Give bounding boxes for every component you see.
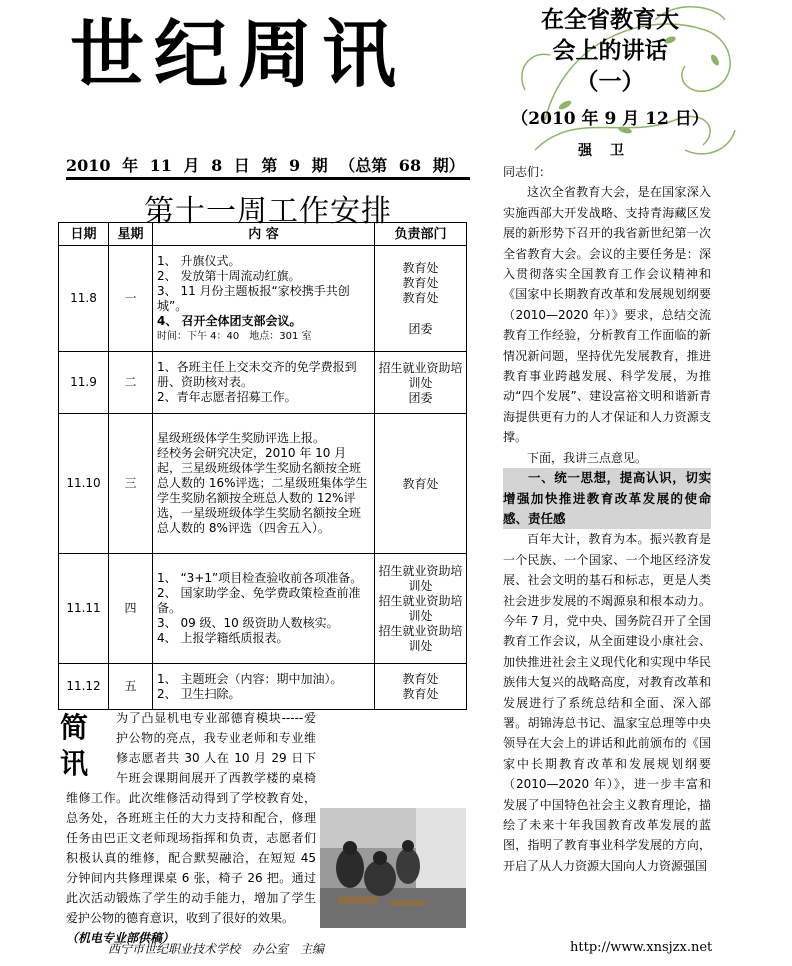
header-date: 日期 <box>59 223 109 246</box>
speech-article-body <box>503 162 711 932</box>
issue-info-line <box>66 153 470 180</box>
table-row <box>59 246 467 352</box>
department-label: 招生就业资助培训处 <box>378 564 463 593</box>
department-label: 教育处 <box>402 687 439 701</box>
table-row <box>59 554 467 664</box>
editorial-unit: 西宁市世纪职业技术学校 办公室 主编 <box>108 942 325 956</box>
row-department <box>375 554 467 664</box>
row-weekday: 三 <box>109 414 153 554</box>
schedule-item: 3、 09 级、10 级资助人数核实。 <box>157 616 339 630</box>
department-label: 招生就业资助培训处 <box>378 594 463 623</box>
row-weekday: 四 <box>109 554 153 664</box>
brief-news-heading: 简讯 <box>60 711 91 780</box>
row-date: 11.10 <box>59 414 109 554</box>
row-date: 11.12 <box>59 664 109 710</box>
row-date: 11.8 <box>59 246 109 352</box>
brief-news-credit: （机电专业部供稿） <box>66 931 175 945</box>
row-content <box>153 352 375 414</box>
table-row <box>59 664 467 710</box>
schedule-item: 1、各班主任上交未交齐的免学费报到册、资助核对表。 <box>157 360 357 389</box>
header-department: 负责部门 <box>375 223 467 246</box>
schedule-item: 2、 卫生扫除。 <box>157 686 241 701</box>
row-content <box>153 414 375 554</box>
schedule-item: 4、 召开全体团支部会议。 <box>157 313 302 328</box>
speech-title-line: 在全省教育大 <box>541 6 679 33</box>
schedule-item: 1、 主题班会（内容：期中加油）。 <box>157 671 343 686</box>
department-label: 教育处 <box>402 672 439 686</box>
row-weekday: 五 <box>109 664 153 710</box>
issue-total: （总第 68 期） <box>339 156 465 175</box>
row-content <box>153 246 375 352</box>
schedule-item: 经校务会研究决定，2010 年 10 月起，三星级班级体学生奖励名额按全班总人数的 16%评选；二星级班集体学生学生奖励名额按全班总人数的 12%评选，一星级班级体学生奖励名额按全班总人数的 8%评选（四舍五入）。 <box>157 446 368 535</box>
schedule-item: 2、青年志愿者招募工作。 <box>157 390 297 404</box>
row-weekday: 一 <box>109 246 153 352</box>
students-repairing-desks-photo <box>320 808 466 928</box>
schedule-item: 星级班级体学生奖励评选上报。 <box>157 431 326 445</box>
department-label: 教育处 <box>402 261 439 275</box>
newspaper-masthead: 世纪周讯 <box>70 12 406 98</box>
speech-date: （2010 年 9 月 12 日） <box>511 109 709 129</box>
schedule-item: 2、 发放第十周流动红旗。 <box>157 268 301 283</box>
row-content <box>153 554 375 664</box>
row-department <box>375 246 467 352</box>
row-weekday: 二 <box>109 352 153 414</box>
schedule-item: 2、 国家助学金、免学费政策检查前准备。 <box>157 586 361 615</box>
issue-date: 2010 年 11 月 8 日 <box>66 156 250 175</box>
schedule-item: 1、 “3+1”项目检查验收前各项准备。 <box>157 571 363 585</box>
department-label: 团委 <box>408 390 433 405</box>
issue-number: 第 9 期 <box>261 156 328 175</box>
speech-title <box>510 4 710 97</box>
table-header-row <box>59 223 467 246</box>
schedule-item-note: 时间：下午 4：40 地点：301 室 <box>157 330 312 342</box>
speech-salutation: 同志们： <box>503 165 552 179</box>
row-department <box>375 414 467 554</box>
schedule-item: 4、 上报学籍纸质报表。 <box>157 631 289 645</box>
header-content: 内 容 <box>153 223 375 246</box>
department-label: 招生就业资助培训处 <box>378 624 463 653</box>
department-label: 教育处 <box>402 476 439 491</box>
row-department <box>375 352 467 414</box>
row-content <box>153 664 375 710</box>
table-row <box>59 352 467 414</box>
department-label: 招生就业资助培训处 <box>378 360 463 390</box>
speech-author: 强卫 <box>578 143 642 159</box>
schedule-title: 第十一周工作安排 <box>144 194 392 229</box>
header-weekday: 星期 <box>109 223 153 246</box>
brief-news-body: 为了凸显机电专业部德育模块-----爱护公物的亮点，我专业老师和专业维修志愿者共 30 人在 10 月 29 日下午班会课期间展开了西教学楼的桌椅维修工作。此次维修活动得到了学校教育处，总务处，各班班主任的大力支持和配合，修理任务由巴正文老师现场指挥和负责，志愿者们积极认真的维修，配合默契融洽，在短短 45 分钟间内共修理课桌 6 张，椅子 26 把。通过此次活动锻炼了学生的动手能力，增加了学生爱护公物的德育意识，收到了很好的效果。 <box>66 711 316 925</box>
speech-paragraph: 下面，我讲三点意见。 <box>527 450 648 465</box>
table-row <box>59 414 467 554</box>
schedule-item: 3、 11 月份主题板报“家校携手共创城”。 <box>157 283 350 313</box>
speech-paragraph: 百年大计，教育为本。振兴教育是一个民族、一个国家、一个地区经济发展、社会文明的基石和标志，更是人类社会进步发展的不竭源泉和根本动力。今年 7 月，党中央、国务院召开了全国教育工作会议，从全面建设小康社会、加快推进社会主义现代化和实现中华民族伟大复兴的战略高度，对教育改革和发展进行了系统总结和全面、深入部署。胡锦涛总书记、温家宝总理等中央领导在大会上的讲话和此前颁布的《国家中长期教育改革和发展规划纲要（2010—2020 年）》，进一步丰富和发展了中国特色社会主义教育理论，描绘了未来十年我国教育改革发展的蓝图，指明了教育事业科学发展的方向，开启了从人力资源大国向人力资源强国 <box>503 532 711 873</box>
department-label: 团委 <box>408 322 433 336</box>
department-label: 教育处 <box>402 291 439 305</box>
speech-paragraph: 这次全省教育大会，是在国家深入实施西部大开发战略、支持青海藏区发展的新形势下召开的我省新世纪第一次全省教育大会。会议的主要任务是：深入贯彻落实全国教育工作会议精神和《国家中长期教育改革和发展规划纲要（2010—2020 年）》要求，总结交流教育工作经验，分析教育工作面临的新情况新问题，坚持优先发展教育，推进教育事业跨越发展、科学发展，为推动“四个发展”、建设富裕文明和谐新青海提供更有力的人才保证和人力资源支撑。 <box>503 185 711 445</box>
row-date: 11.11 <box>59 554 109 664</box>
speech-title-line: （一） <box>575 68 645 95</box>
website-url[interactable]: http://www.xnsjzx.net <box>570 940 713 955</box>
speech-title-line: 会上的讲话 <box>552 37 668 64</box>
weekly-schedule-table <box>58 222 467 710</box>
department-label: 教育处 <box>402 276 439 290</box>
row-date: 11.9 <box>59 352 109 414</box>
speech-section-heading: 一、统一思想，提高认识，切实增强加快推进教育改革发展的使命感、责任感 <box>503 468 711 529</box>
schedule-item: 1、 升旗仪式。 <box>157 253 241 268</box>
row-department <box>375 664 467 710</box>
